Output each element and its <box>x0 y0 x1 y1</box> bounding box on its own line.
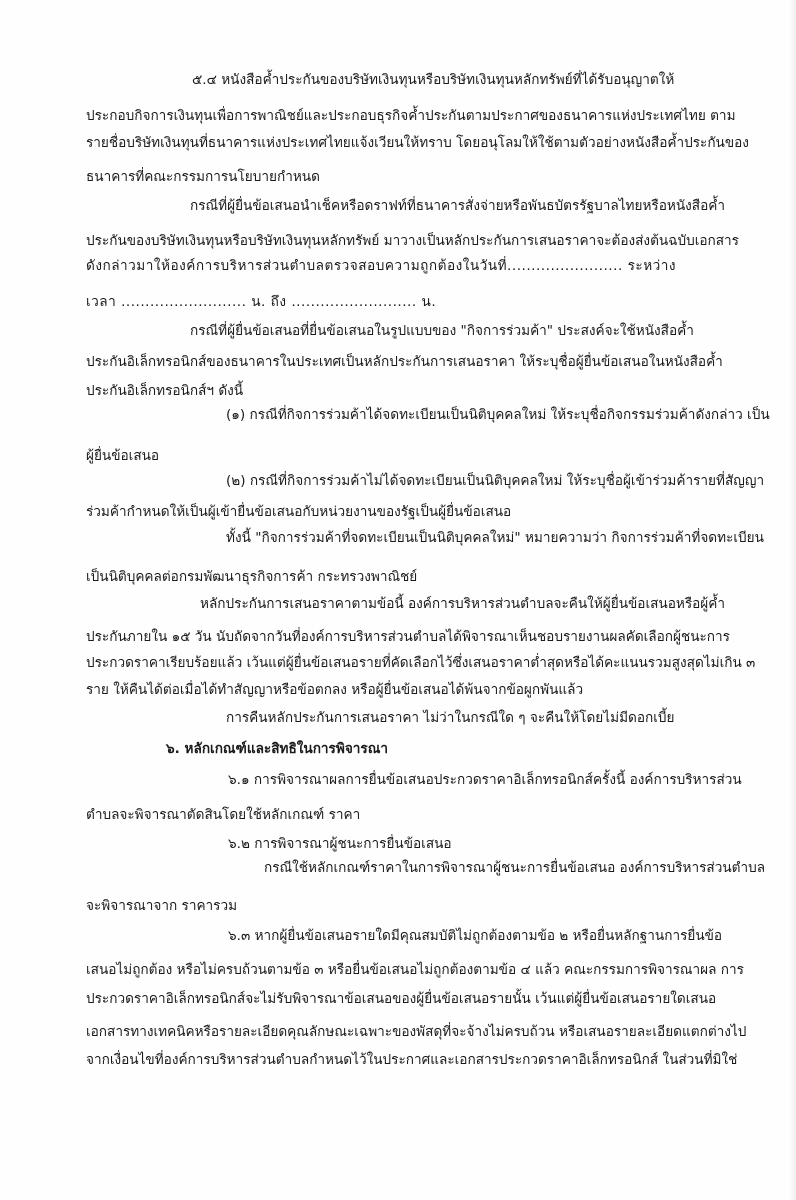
section-6-1-line: ๖.๑ การพิจารณาผลการยื่นข้อเสนอประกวดราคาอิเล็กทรอนิกส์ครั้งนี้ องค์การบริหารส่วน <box>228 772 742 788</box>
section-6-3-line: ๖.๓ หากผู้ยื่นข้อเสนอรายใดมีคุณสมบัติไม่ถูกต้องตามข้อ ๒ หรือยื่นหลักฐานการยื่นข้อ <box>228 928 723 944</box>
paragraph-line: ตำบลจะพิจารณาตัดสินโดยใช้หลักเกณฑ์ ราคา <box>86 807 361 823</box>
paragraph-line: จากเงื่อนไขที่องค์การบริหารส่วนตำบลกำหนดไว้ในประกาศและเอกสารประกวดราคาอิเล็กทรอนิกส์ ในส่วนที่มิใช่ <box>86 1052 738 1068</box>
paragraph-line: ราย ให้คืนได้ต่อเมื่อได้ทำสัญญาหรือข้อตกลง หรือผู้ยื่นข้อเสนอได้พ้นจากข้อผูกพันแล้ว <box>86 682 584 698</box>
paragraph-line: ประกอบกิจการเงินทุนเพื่อการพาณิชย์และประกอบธุรกิจค้ำประกันตามประกาศของธนาคารแห่งประเทศไทย ตาม <box>86 108 736 124</box>
paragraph-line: ร่วมค้ากำหนดให้เป็นผู้เข้ายื่นข้อเสนอกับหน่วยงานของรัฐเป็นผู้ยื่นข้อเสนอ <box>86 504 512 520</box>
page-edge-shadow <box>788 0 796 1200</box>
paragraph-line: ผู้ยื่นข้อเสนอ <box>86 448 160 464</box>
paragraph-line: ประกันของบริษัทเงินทุนหรือบริษัทเงินทุนหลักทรัพย์ มาวางเป็นหลักประกันการเสนอราคาจะต้องส่งต้นฉบับเอกสาร <box>86 233 739 249</box>
paragraph-line: กรณีใช้หลักเกณฑ์ราคาในการพิจารณาผู้ชนะการยื่นข้อเสนอ องค์การบริหารส่วนตำบล <box>264 860 766 876</box>
paragraph-line: กรณีที่ผู้ยื่นข้อเสนอนำเช็คหรือดราฟท์ที่ธนาคารสั่งจ่ายหรือพันธบัตรรัฐบาลไทยหรือหนังสือค้ำ <box>190 198 725 214</box>
section-5-4-heading: ๕.๔ หนังสือค้ำประกันของบริษัทเงินทุนหรือบริษัทเงินทุนหลักทรัพย์ที่ได้รับอนุญาตให้ <box>192 72 675 88</box>
paragraph-line: กรณีที่ผู้ยื่นข้อเสนอที่ยื่นข้อเสนอในรูปแบบของ "กิจการร่วมค้า" ประสงค์จะใช้หนังสือค้ำ <box>190 323 694 339</box>
section-6-2-line: ๖.๒ การพิจารณาผู้ชนะการยื่นข้อเสนอ <box>228 836 452 852</box>
paragraph-line: ธนาคารที่คณะกรรมการนโยบายกำหนด <box>86 169 320 185</box>
paragraph-line: ประกันอิเล็กทรอนิกส์ของธนาคารในประเทศเป็นหลักประกันการเสนอราคา ให้ระบุชื่อผู้ยื่นข้อเสนอในหนังสือค้ำ <box>86 354 723 370</box>
paragraph-line: ประกันอิเล็กทรอนิกส์ฯ ดังนี้ <box>86 383 244 399</box>
paragraph-line: เอกสารทางเทคนิคหรือรายละเอียดคุณลักษณะเฉพาะของพัสดุที่จะจ้างไม่ครบถ้วน หรือเสนอรายละเอียดแตกต่างไป <box>86 1024 747 1040</box>
section-6-heading: ๖. หลักเกณฑ์และสิทธิในการพิจารณา <box>166 741 388 757</box>
paragraph-line: เป็นนิติบุคคลต่อกรมพัฒนาธุรกิจการค้า กระทรวงพาณิชย์ <box>86 569 418 585</box>
paragraph-line: ดังกล่าวมาให้องค์การบริหารส่วนตำบลตรวจสอบความถูกต้องในวันที่........................ ระหว่าง <box>86 258 677 274</box>
list-item-2: (๒) กรณีที่กิจการร่วมค้าไม่ได้จดทะเบียนเป็นนิติบุคคลใหม่ ให้ระบุชื่อผู้เข้าร่วมค้ารายที่สัญญา <box>226 473 765 489</box>
time-blank-line: เวลา .......................... น. ถึง .......................... น. <box>86 294 437 310</box>
paragraph-line: ประกวดราคาอิเล็กทรอนิกส์จะไม่รับพิจารณาข้อเสนอของผู้ยื่นข้อเสนอรายนั้น เว้นแต่ผู้ยื่นข้อเสนอรายใดเสนอ <box>86 991 717 1007</box>
paragraph-line: ทั้งนี้ "กิจการร่วมค้าที่จดทะเบียนเป็นนิติบุคคลใหม่" หมายความว่า กิจการร่วมค้าที่จดทะเบียน <box>226 530 764 546</box>
paragraph-line: ประกันภายใน ๑๕ วัน นับถัดจากวันที่องค์การบริหารส่วนตำบลได้พิจารณาเห็นชอบรายงานผลคัดเลือกผู้ชนะการ <box>86 629 730 645</box>
paragraph-line: การคืนหลักประกันการเสนอราคา ไม่ว่าในกรณีใด ๆ จะคืนให้โดยไม่มีดอกเบี้ย <box>226 710 675 726</box>
paragraph-line: ประกวดราคาเรียบร้อยแล้ว เว้นแต่ผู้ยื่นข้อเสนอรายที่คัดเลือกไว้ซึ่งเสนอราคาต่ำสุดหรือได้คะแนนรวมสูงสุดไม่เกิน ๓ <box>86 655 756 671</box>
paragraph-line: รายชื่อบริษัทเงินทุนที่ธนาคารแห่งประเทศไทยแจ้งเวียนให้ทราบ โดยอนุโลมให้ใช้ตามตัวอย่างหนังสือค้ำประกันของ <box>86 135 749 151</box>
paragraph-line: จะพิจารณาจาก ราคารวม <box>86 898 238 914</box>
paragraph-line: เสนอไม่ถูกต้อง หรือไม่ครบถ้วนตามข้อ ๓ หรือยื่นข้อเสนอไม่ถูกต้องตามข้อ ๔ แล้ว คณะกรรมการพิจารณาผล การ <box>86 962 744 978</box>
list-item-1: (๑) กรณีที่กิจการร่วมค้าได้จดทะเบียนเป็นนิติบุคคลใหม่ ให้ระบุชื่อกิจกรรมร่วมค้าดังกล่าว เป็น <box>226 407 770 423</box>
paragraph-line: หลักประกันการเสนอราคาตามข้อนี้ องค์การบริหารส่วนตำบลจะคืนให้ผู้ยื่นข้อเสนอหรือผู้ค้ำ <box>200 596 725 612</box>
